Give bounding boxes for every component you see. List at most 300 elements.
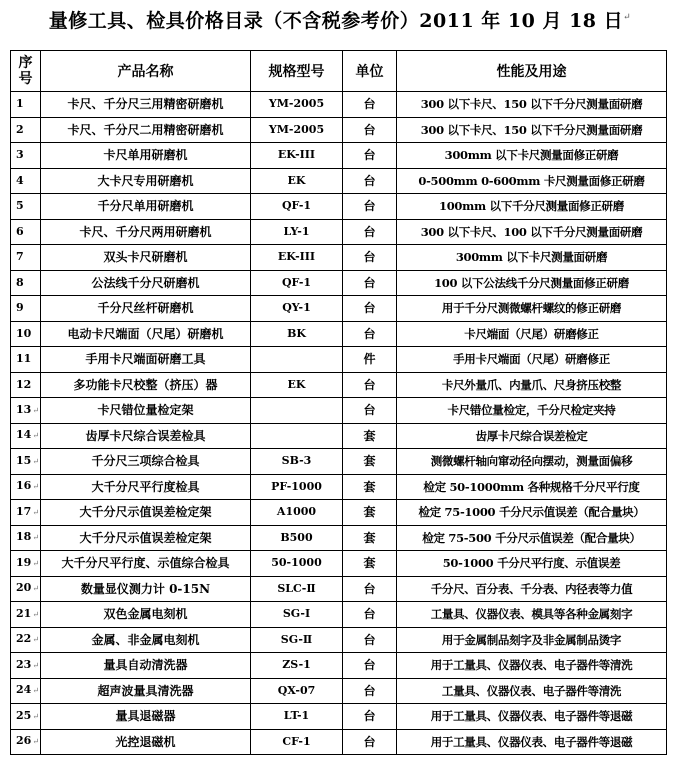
model-spec-text: EK (287, 377, 306, 391)
unit-text: 套 (363, 479, 376, 494)
product-name (41, 500, 251, 526)
product-name-text: 卡尺错位量检定架 (97, 403, 194, 418)
performance-use (397, 296, 667, 322)
performance-use (397, 270, 667, 296)
model-spec (251, 398, 343, 424)
table-row (11, 92, 667, 118)
product-name-text: 电动卡尺端面（尺尾）研磨机 (67, 326, 224, 341)
row-number-text: 2 (16, 122, 24, 136)
unit (343, 117, 397, 143)
unit-text: 台 (363, 403, 376, 418)
product-name (41, 168, 251, 194)
model-spec-text: BK (287, 326, 306, 340)
model-spec-text: YM-2005 (268, 122, 325, 136)
performance-use-text: 用于工量具、仪器仪表、电子器件等退磁 (430, 734, 633, 749)
product-name-text: 量具退磁器 (115, 709, 176, 724)
performance-use (397, 347, 667, 373)
row-number (11, 449, 41, 475)
product-name-text: 齿厚卡尺综合误差检具 (85, 428, 206, 443)
row-number-text: 14 (16, 428, 32, 442)
return-mark: ↵ (32, 609, 40, 619)
unit (343, 449, 397, 475)
performance-use (397, 117, 667, 143)
unit (343, 602, 397, 628)
unit-text: 台 (363, 607, 376, 622)
performance-use (397, 576, 667, 602)
performance-use-text: 齿厚卡尺综合误差检定 (475, 428, 588, 443)
performance-use (397, 245, 667, 271)
table-row (11, 347, 667, 373)
row-number (11, 729, 41, 755)
product-name (41, 117, 251, 143)
model-spec (251, 347, 343, 373)
unit-text: 套 (363, 454, 376, 469)
performance-use-text: 300mm 以下卡尺测量面修正研磨 (444, 148, 619, 163)
performance-use-text: 千分尺、百分表、千分表、内径表等力值 (430, 581, 633, 596)
product-name (41, 525, 251, 551)
row-number-text: 26 (16, 734, 32, 748)
model-spec-text: B500 (280, 530, 313, 544)
performance-use-text: 300mm 以下卡尺测量面研磨 (455, 250, 608, 265)
table-row (11, 704, 667, 730)
model-spec (251, 474, 343, 500)
table-row (11, 117, 667, 143)
performance-use (397, 321, 667, 347)
performance-use-text: 工量具、仪器仪表、模具等各种金属刻字 (430, 607, 633, 622)
return-mark: ↵ (32, 533, 40, 543)
unit-text: 件 (363, 352, 376, 367)
model-spec (251, 602, 343, 628)
row-number (11, 321, 41, 347)
performance-use (397, 423, 667, 449)
unit-text: 台 (363, 148, 376, 163)
header-row (11, 51, 667, 92)
title-text: 量修工具、检具价格目录（不含税参考价）2011 年 10 月 18 日 (48, 10, 624, 32)
unit (343, 576, 397, 602)
row-number (11, 347, 41, 373)
table-row (11, 653, 667, 679)
product-name (41, 423, 251, 449)
product-name-text: 多功能卡尺校整（挤压）器 (73, 377, 218, 392)
row-number (11, 398, 41, 424)
performance-use-text: 300 以下卡尺、100 以下千分尺测量面研磨 (420, 224, 643, 239)
model-spec-text: 50-1000 (271, 556, 322, 570)
performance-use-text: 100 以下公法线千分尺测量面修正研磨 (434, 275, 629, 290)
table-header (11, 51, 667, 92)
product-name (41, 245, 251, 271)
product-name (41, 143, 251, 169)
unit (343, 525, 397, 551)
performance-use-text: 工量具、仪器仪表、电子器件等清洗 (441, 683, 622, 698)
product-name-text: 大千分尺平行度检具 (91, 479, 200, 494)
row-number-text: 13 (16, 402, 32, 416)
table-row (11, 627, 667, 653)
product-name-text: 双头卡尺研磨机 (103, 250, 188, 265)
header-spec: 规格型号 (251, 51, 343, 92)
product-name-text: 大千分尺平行度、示值综合检具 (61, 556, 230, 571)
unit-text: 台 (363, 683, 376, 698)
model-spec-text: QF-1 (281, 199, 312, 213)
product-name (41, 92, 251, 118)
header-no: 序号 (11, 51, 41, 92)
row-number (11, 602, 41, 628)
product-name-text: 量具自动清洗器 (103, 658, 188, 673)
table-row (11, 449, 667, 475)
price-catalog-table (10, 50, 667, 755)
model-spec-text: CF-1 (282, 734, 311, 748)
unit (343, 321, 397, 347)
model-spec (251, 219, 343, 245)
product-name (41, 219, 251, 245)
model-spec (251, 500, 343, 526)
performance-use (397, 143, 667, 169)
performance-use (397, 704, 667, 730)
table-row (11, 474, 667, 500)
table-row (11, 296, 667, 322)
unit-text: 台 (363, 173, 376, 188)
unit-text: 台 (363, 122, 376, 137)
unit (343, 627, 397, 653)
performance-use-text: 卡尺错位量检定，千分尺检定夹持 (447, 403, 616, 418)
unit-text: 台 (363, 199, 376, 214)
product-name-text: 金属、非金属电刻机 (91, 632, 200, 647)
product-name-text: 千分尺单用研磨机 (97, 199, 194, 214)
performance-use-text: 检定 50-1000mm 各种规格千分尺平行度 (423, 479, 640, 494)
row-number (11, 372, 41, 398)
unit-text: 套 (363, 428, 376, 443)
performance-use (397, 92, 667, 118)
return-mark: ↵ (32, 737, 40, 747)
unit-text: 套 (363, 556, 376, 571)
performance-use-text: 100mm 以下千分尺测量面修正研磨 (439, 199, 624, 214)
unit (343, 729, 397, 755)
row-number-text: 24 (16, 683, 32, 697)
table-row (11, 500, 667, 526)
model-spec (251, 270, 343, 296)
model-spec (251, 194, 343, 220)
header-name: 产品名称 (41, 51, 251, 92)
return-mark: ↵ (32, 558, 40, 568)
model-spec-text: SG-Ⅱ (280, 632, 313, 646)
unit-text: 台 (363, 632, 376, 647)
row-number-text: 10 (16, 326, 32, 340)
product-name-text: 卡尺、千分尺三用精密研磨机 (67, 97, 224, 112)
model-spec-text: YM-2005 (268, 97, 325, 111)
unit-text: 台 (363, 301, 376, 316)
table-row (11, 143, 667, 169)
row-number-text: 22 (16, 632, 32, 646)
product-name (41, 551, 251, 577)
row-number (11, 219, 41, 245)
row-number-text: 16 (16, 479, 32, 493)
unit-text: 台 (363, 275, 376, 290)
product-name-text: 卡尺、千分尺两用研磨机 (79, 224, 212, 239)
performance-use-text: 手用卡尺端面（尺尾）研磨修正 (453, 352, 610, 367)
performance-use-text: 0-500mm 0-600mm 卡尺测量面修正研磨 (418, 173, 645, 188)
performance-use-text: 检定 75-500 千分尺示值误差（配合量块） (422, 530, 641, 545)
model-spec (251, 525, 343, 551)
unit (343, 678, 397, 704)
product-name (41, 296, 251, 322)
performance-use-text: 卡尺外量爪、内量爪、尺身挤压校整 (441, 377, 622, 392)
row-number (11, 270, 41, 296)
row-number-text: 8 (16, 275, 24, 289)
product-name-text: 大卡尺专用研磨机 (97, 173, 194, 188)
product-name (41, 194, 251, 220)
model-spec-text: EK-III (277, 148, 316, 162)
performance-use (397, 678, 667, 704)
unit-text: 台 (363, 581, 376, 596)
product-name-text: 光控退磁机 (115, 734, 176, 749)
row-number (11, 653, 41, 679)
model-spec-text: QY-1 (282, 301, 311, 315)
unit (343, 296, 397, 322)
row-number-text: 5 (16, 199, 24, 213)
product-name-text: 卡尺单用研磨机 (103, 148, 188, 163)
unit (343, 551, 397, 577)
row-number-text: 23 (16, 657, 32, 671)
unit (343, 245, 397, 271)
product-name (41, 678, 251, 704)
row-number (11, 117, 41, 143)
row-number-text: 6 (16, 224, 24, 238)
product-name (41, 602, 251, 628)
row-number-text: 21 (16, 606, 32, 620)
unit (343, 143, 397, 169)
performance-use-text: 用于金属制品刻字及非金属制品烫字 (441, 632, 622, 647)
model-spec (251, 704, 343, 730)
return-mark: ↵ (32, 482, 40, 492)
row-number-text: 3 (16, 148, 24, 162)
product-name-text: 超声波量具清洗器 (97, 683, 194, 698)
model-spec (251, 296, 343, 322)
product-name-text: 公法线千分尺研磨机 (91, 275, 200, 290)
product-name (41, 449, 251, 475)
row-number (11, 168, 41, 194)
product-name (41, 474, 251, 500)
model-spec (251, 423, 343, 449)
row-number (11, 296, 41, 322)
table-row (11, 245, 667, 271)
unit (343, 398, 397, 424)
row-number-text: 11 (16, 352, 32, 366)
product-name (41, 321, 251, 347)
model-spec (251, 143, 343, 169)
unit-text: 套 (363, 505, 376, 520)
table-row (11, 372, 667, 398)
product-name (41, 347, 251, 373)
table-row (11, 729, 667, 755)
product-name (41, 627, 251, 653)
unit (343, 474, 397, 500)
unit (343, 168, 397, 194)
product-name-text: 手用卡尺端面研磨工具 (85, 352, 206, 367)
return-mark: ↵ (32, 686, 40, 696)
table-row (11, 678, 667, 704)
unit (343, 347, 397, 373)
performance-use (397, 219, 667, 245)
unit-text: 台 (363, 326, 376, 341)
model-spec-text: LT-1 (283, 709, 310, 723)
table-row (11, 551, 667, 577)
unit-text: 台 (363, 224, 376, 239)
product-name (41, 398, 251, 424)
product-name (41, 372, 251, 398)
table-row (11, 321, 667, 347)
row-number-text: 15 (16, 453, 32, 467)
product-name (41, 653, 251, 679)
model-spec-text: ZS-1 (282, 658, 311, 672)
return-mark: ↵ (32, 405, 40, 415)
model-spec (251, 729, 343, 755)
model-spec (251, 372, 343, 398)
table-row (11, 423, 667, 449)
row-number-text: 17 (16, 504, 32, 518)
product-name-text: 数量显仪测力计 0-15N (80, 581, 211, 596)
row-number-text: 4 (16, 173, 24, 187)
return-mark: ↵ (32, 711, 40, 721)
row-number (11, 525, 41, 551)
product-name (41, 576, 251, 602)
performance-use-text: 用于工量具、仪器仪表、电子器件等退磁 (430, 709, 633, 724)
performance-use (397, 500, 667, 526)
row-number-text: 7 (16, 250, 24, 264)
performance-use (397, 372, 667, 398)
performance-use (397, 398, 667, 424)
performance-use (397, 449, 667, 475)
unit (343, 423, 397, 449)
table-row (11, 576, 667, 602)
model-spec-text: EK-III (277, 250, 316, 264)
model-spec (251, 117, 343, 143)
model-spec-text: SLC-Ⅱ (277, 581, 316, 595)
unit (343, 653, 397, 679)
row-number (11, 704, 41, 730)
row-number (11, 678, 41, 704)
model-spec (251, 92, 343, 118)
unit-text: 套 (363, 530, 376, 545)
return-mark: ↵ (32, 635, 40, 645)
performance-use (397, 168, 667, 194)
product-name-text: 卡尺、千分尺二用精密研磨机 (67, 122, 224, 137)
performance-use-text: 300 以下卡尺、150 以下千分尺测量面研磨 (420, 97, 643, 112)
model-spec-text: QF-1 (281, 275, 312, 289)
model-spec-text: EK (287, 173, 306, 187)
performance-use-text: 50-1000 千分尺平行度、示值误差 (442, 556, 621, 571)
row-number-text: 12 (16, 377, 32, 391)
row-number-text: 9 (16, 301, 24, 315)
table-row (11, 219, 667, 245)
row-number (11, 194, 41, 220)
table-row (11, 602, 667, 628)
model-spec (251, 449, 343, 475)
model-spec (251, 551, 343, 577)
performance-use (397, 729, 667, 755)
model-spec (251, 653, 343, 679)
row-number (11, 245, 41, 271)
document-title: 量修工具、检具价格目录（不含税参考价）2011 年 10 月 18 日↵ (48, 10, 632, 32)
unit-text: 台 (363, 97, 376, 112)
header-unit: 单位 (343, 51, 397, 92)
row-number-text: 18 (16, 530, 32, 544)
model-spec (251, 321, 343, 347)
unit (343, 219, 397, 245)
row-number (11, 627, 41, 653)
product-name (41, 270, 251, 296)
unit (343, 704, 397, 730)
performance-use (397, 602, 667, 628)
performance-use (397, 525, 667, 551)
model-spec (251, 627, 343, 653)
model-spec-text: SG-Ⅰ (282, 607, 311, 621)
return-mark: ↵ (32, 507, 40, 517)
performance-use-text: 用于千分尺测微螺杆螺纹的修正研磨 (441, 301, 622, 316)
performance-use-text: 300 以下卡尺、150 以下千分尺测量面研磨 (420, 122, 643, 137)
product-name-text: 双色金属电刻机 (103, 607, 188, 622)
row-number-text: 25 (16, 708, 32, 722)
row-number (11, 143, 41, 169)
table-row (11, 398, 667, 424)
performance-use-text: 用于工量具、仪器仪表、电子器件等清洗 (430, 658, 633, 673)
row-number (11, 500, 41, 526)
unit-text: 台 (363, 658, 376, 673)
row-number-text: 20 (16, 581, 32, 595)
unit (343, 92, 397, 118)
unit (343, 194, 397, 220)
unit-text: 台 (363, 734, 376, 749)
product-name-text: 大千分尺示值误差检定架 (79, 530, 212, 545)
unit-text: 台 (363, 250, 376, 265)
performance-use (397, 551, 667, 577)
performance-use-text: 测微螺杆轴向窜动径向摆动，测量面偏移 (430, 454, 633, 469)
model-spec-text: A1000 (276, 505, 317, 519)
performance-use (397, 194, 667, 220)
return-mark: ↵ (32, 456, 40, 466)
model-spec-text: PF-1000 (271, 479, 322, 493)
product-name-text: 大千分尺示值误差检定架 (79, 505, 212, 520)
row-number-text: 19 (16, 555, 32, 569)
row-number (11, 474, 41, 500)
row-number-text: 1 (16, 97, 24, 111)
table-row (11, 168, 667, 194)
product-name (41, 704, 251, 730)
unit (343, 372, 397, 398)
row-number (11, 92, 41, 118)
model-spec (251, 678, 343, 704)
return-mark: ↵ (32, 660, 40, 670)
performance-use (397, 474, 667, 500)
unit-text: 台 (363, 709, 376, 724)
product-name-text: 千分尺三项综合检具 (91, 454, 200, 469)
performance-use (397, 653, 667, 679)
product-name (41, 729, 251, 755)
model-spec-text: SB-3 (281, 454, 312, 468)
performance-use-text: 卡尺端面（尺尾）研磨修正 (464, 326, 599, 341)
performance-use-text: 检定 75-1000 千分尺示值误差（配合量块） (418, 505, 645, 520)
model-spec-text: LY-1 (283, 224, 310, 238)
header-use: 性能及用途 (397, 51, 667, 92)
product-name-text: 千分尺丝杆研磨机 (97, 301, 194, 316)
model-spec (251, 245, 343, 271)
model-spec (251, 168, 343, 194)
return-mark: ↵ (32, 584, 40, 594)
row-number (11, 551, 41, 577)
table-body (11, 92, 667, 755)
performance-use (397, 627, 667, 653)
unit-text: 台 (363, 377, 376, 392)
table-row (11, 525, 667, 551)
table-row (11, 194, 667, 220)
